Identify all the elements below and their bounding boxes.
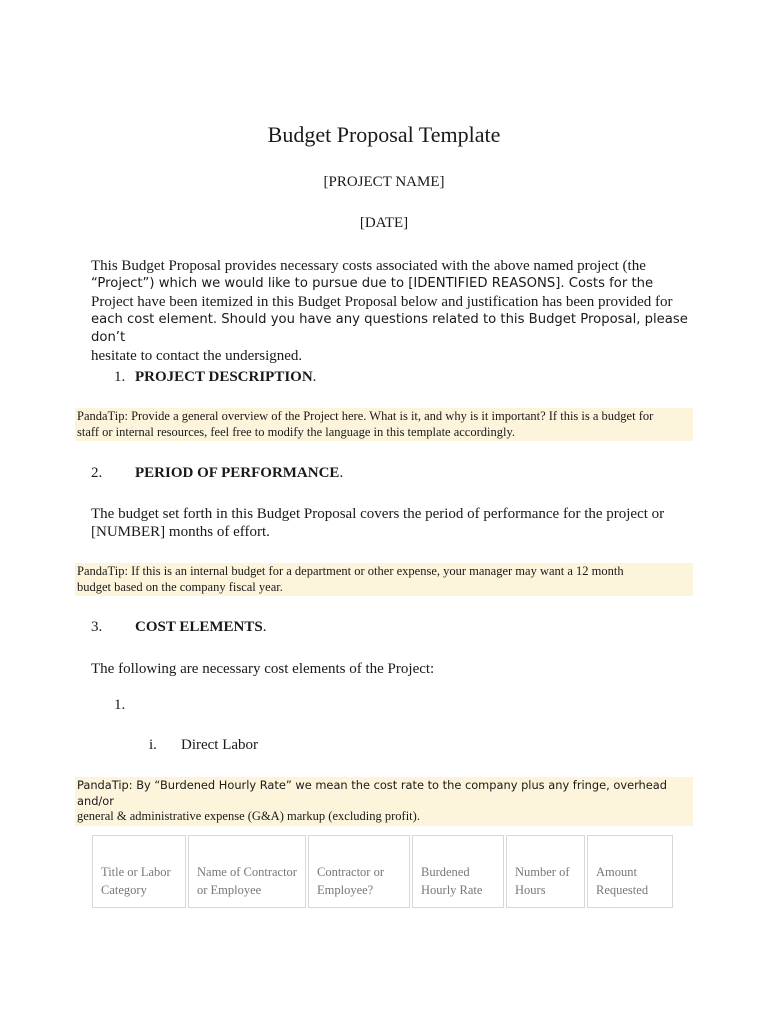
intro-line: hesitate to contact the undersigned. [91,348,303,364]
tip-line: PandaTip: Provide a general overview of the Project here. What is it, and why is it important? If this is a budget for [77,409,654,423]
table-header-cell: Name of Contractor or Employee [188,835,306,908]
tip-line: budget based on the company fiscal year. [77,579,283,594]
intro-line: This Budget Proposal provides necessary costs associated with the above named project (the [91,258,646,274]
sub-list-number: 1. [114,697,126,713]
section-title: COST ELEMENTS. [135,619,267,635]
pandatip-period [75,563,693,596]
cost-elements-paragraph: The following are necessary cost elements of the Project: [91,661,435,677]
section-title: PROJECT DESCRIPTION. [135,369,317,385]
tip-line: staff or internal resources, feel free to modify the language in this template accordingly. [77,424,516,439]
roman-numeral: i. [149,737,157,753]
date-placeholder: [DATE] [359,215,409,231]
table-header-cell: Amount Requested [587,835,673,908]
section-number: 2. [91,465,103,481]
pandatip-direct-labor [75,777,693,826]
intro-line: Project have been itemized in this Budget Proposal below and justification has been provided for [91,294,673,310]
table-header-cell: Number of Hours [506,835,585,908]
tip-line: general & administrative expense (G&A) markup (excluding profit). [77,809,420,823]
section-number: 3. [91,619,103,635]
tip-line: PandaTip: By “Burdened Hourly Rate” we mean the cost rate to the company plus any fringe, overhead and/or [77,778,667,808]
section-title: PERIOD OF PERFORMANCE. [135,465,344,481]
intro-line: each cost element. Should you have any questions related to this Budget Proposal, please don’t [91,312,688,345]
section-number: 1. [114,369,126,385]
tip-line: PandaTip: If this is an internal budget for a department or other expense, your manager may want a 12 month [77,564,624,578]
table-header-cell: Burdened Hourly Rate [412,835,504,908]
table-header-cell: Contractor or Employee? [308,835,410,908]
period-paragraph [91,505,691,541]
direct-labor-table [92,835,673,908]
pandatip-project-description [75,408,693,441]
direct-labor-label: Direct Labor [181,737,259,753]
document-title: Budget Proposal Template [267,122,501,147]
table-header-cell: Title or Labor Category [92,835,186,908]
project-name-placeholder: [PROJECT NAME] [323,174,445,190]
intro-line: “Project”) which we would like to pursue due to [IDENTIFIED REASONS]. Costs for the [91,276,654,291]
intro-paragraph [91,257,691,365]
paragraph-line: [NUMBER] months of effort. [91,524,270,540]
paragraph-line: The budget set forth in this Budget Proposal covers the period of performance for the project or [91,506,665,522]
